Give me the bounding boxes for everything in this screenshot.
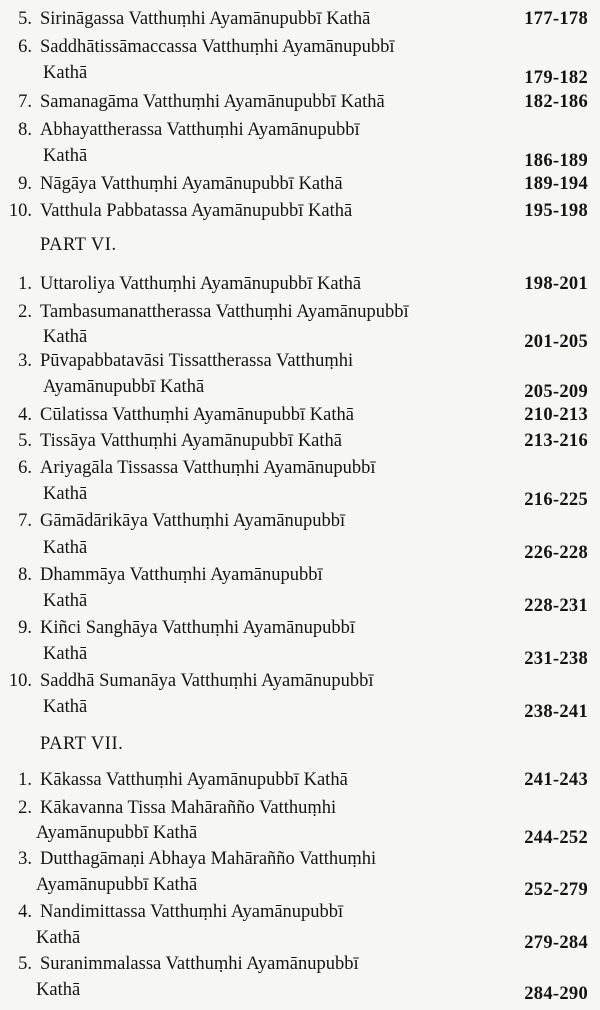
entry-title-cont: Ayamānupubbī Kathā bbox=[36, 823, 198, 843]
entry-title-cont: Kathā bbox=[43, 327, 88, 347]
entry-title: Pūvapabbatavāsi Tissattherassa Vatthuṃhi bbox=[40, 351, 354, 371]
entry-title-cont: Ayamānupubbī Kathā bbox=[36, 875, 198, 895]
entry-number: 4. bbox=[18, 902, 32, 922]
entry-title: Gāmādārikāya Vatthuṃhi Ayamānupubbī bbox=[40, 511, 346, 531]
entry-number: 5. bbox=[18, 431, 32, 451]
entry-title-cont: Kathā bbox=[43, 538, 88, 558]
entry-number: 1. bbox=[18, 274, 32, 294]
entry-pages: 279-284 bbox=[524, 933, 588, 953]
entry-number: 6. bbox=[18, 458, 32, 478]
entry-pages: 213-216 bbox=[524, 431, 588, 451]
entry-title: Sirināgassa Vatthuṃhi Ayamānupubbī Kathā bbox=[40, 9, 371, 29]
entry-pages: 186-189 bbox=[524, 151, 588, 171]
entry-pages: 210-213 bbox=[524, 405, 588, 425]
entry-pages: 201-205 bbox=[524, 332, 588, 352]
entry-title-cont: Kathā bbox=[43, 484, 88, 504]
entry-number: 9. bbox=[18, 618, 32, 638]
entry-pages: 177-178 bbox=[524, 9, 588, 29]
entry-pages: 228-231 bbox=[524, 596, 588, 616]
entry-number: 5. bbox=[18, 9, 32, 29]
entry-number: 7. bbox=[18, 92, 32, 112]
entry-title: Vatthula Pabbatassa Ayamānupubbī Kathā bbox=[40, 201, 353, 221]
entry-pages: 216-225 bbox=[524, 490, 588, 510]
entry-pages: 252-279 bbox=[524, 880, 588, 900]
entry-number: 8. bbox=[18, 120, 32, 140]
entry-pages: 182-186 bbox=[524, 92, 588, 112]
entry-pages: 189-194 bbox=[524, 174, 588, 194]
entry-pages: 198-201 bbox=[524, 274, 588, 294]
entry-title: Saddhā Sumanāya Vatthuṃhi Ayamānupubbī bbox=[40, 671, 374, 691]
entry-number: 10. bbox=[8, 671, 32, 691]
entry-title: Kākavanna Tissa Mahārañño Vatthuṃhi bbox=[40, 798, 337, 818]
entry-title: Nandimittassa Vatthuṃhi Ayamānupubbī bbox=[40, 902, 344, 922]
entry-title: Abhayattherassa Vatthuṃhi Ayamānupubbī bbox=[40, 120, 360, 140]
entry-title: Tambasumanattherassa Vatthuṃhi Ayamānupubbī bbox=[40, 302, 409, 322]
entry-title: Suranimmalassa Vatthuṃhi Ayamānupubbī bbox=[40, 954, 359, 974]
entry-title-cont: Kathā bbox=[43, 146, 88, 166]
entry-pages: 195-198 bbox=[524, 201, 588, 221]
part-heading: PART VII. bbox=[40, 734, 124, 754]
entry-number: 10. bbox=[8, 201, 32, 221]
entry-title: Dutthagāmaṇi Abhaya Mahārañño Vatthuṃhi bbox=[40, 849, 377, 869]
entry-title-cont: Kathā bbox=[43, 697, 88, 717]
entry-pages: 241-243 bbox=[524, 770, 588, 790]
entry-title: Uttaroliya Vatthuṃhi Ayamānupubbī Kathā bbox=[40, 274, 362, 294]
entry-number: 2. bbox=[18, 798, 32, 818]
entry-title-cont: Kathā bbox=[36, 928, 81, 948]
entry-title: Tissāya Vatthuṃhi Ayamānupubbī Kathā bbox=[40, 431, 342, 451]
entry-number: 5. bbox=[18, 954, 32, 974]
entry-pages: 205-209 bbox=[524, 382, 588, 402]
entry-pages: 226-228 bbox=[524, 543, 588, 563]
entry-pages: 179-182 bbox=[524, 68, 588, 88]
entry-title: Kiñci Sanghāya Vatthuṃhi Ayamānupubbī bbox=[40, 618, 355, 638]
entry-title-cont: Kathā bbox=[43, 644, 88, 664]
entry-pages: 284-290 bbox=[524, 984, 588, 1004]
entry-title: Cūlatissa Vatthuṃhi Ayamānupubbī Kathā bbox=[40, 405, 354, 425]
entry-title-cont: Kathā bbox=[36, 980, 81, 1000]
entry-title-cont: Kathā bbox=[43, 63, 88, 83]
entry-number: 6. bbox=[18, 37, 32, 57]
entry-number: 3. bbox=[18, 849, 32, 869]
entry-title: Samanagāma Vatthuṃhi Ayamānupubbī Kathā bbox=[40, 92, 385, 112]
entry-title: Dhammāya Vatthuṃhi Ayamānupubbī bbox=[40, 565, 323, 585]
entry-title-cont: Ayamānupubbī Kathā bbox=[43, 377, 205, 397]
entry-number: 7. bbox=[18, 511, 32, 531]
part-heading: PART VI. bbox=[40, 235, 117, 255]
entry-pages: 244-252 bbox=[524, 828, 588, 848]
entry-number: 3. bbox=[18, 351, 32, 371]
entry-title: Saddhātissāmaccassa Vatthuṃhi Ayamānupubbī bbox=[40, 37, 395, 57]
entry-title: Kākassa Vatthuṃhi Ayamānupubbī Kathā bbox=[40, 770, 348, 790]
entry-pages: 238-241 bbox=[524, 702, 588, 722]
entry-title-cont: Kathā bbox=[43, 591, 88, 611]
entry-title: Nāgāya Vatthuṃhi Ayamānupubbī Kathā bbox=[40, 174, 343, 194]
entry-number: 2. bbox=[18, 302, 32, 322]
entry-number: 9. bbox=[18, 174, 32, 194]
entry-number: 1. bbox=[18, 770, 32, 790]
entry-number: 8. bbox=[18, 565, 32, 585]
entry-number: 4. bbox=[18, 405, 32, 425]
entry-pages: 231-238 bbox=[524, 649, 588, 669]
entry-title: Ariyagāla Tissassa Vatthuṃhi Ayamānupubbī bbox=[40, 458, 376, 478]
